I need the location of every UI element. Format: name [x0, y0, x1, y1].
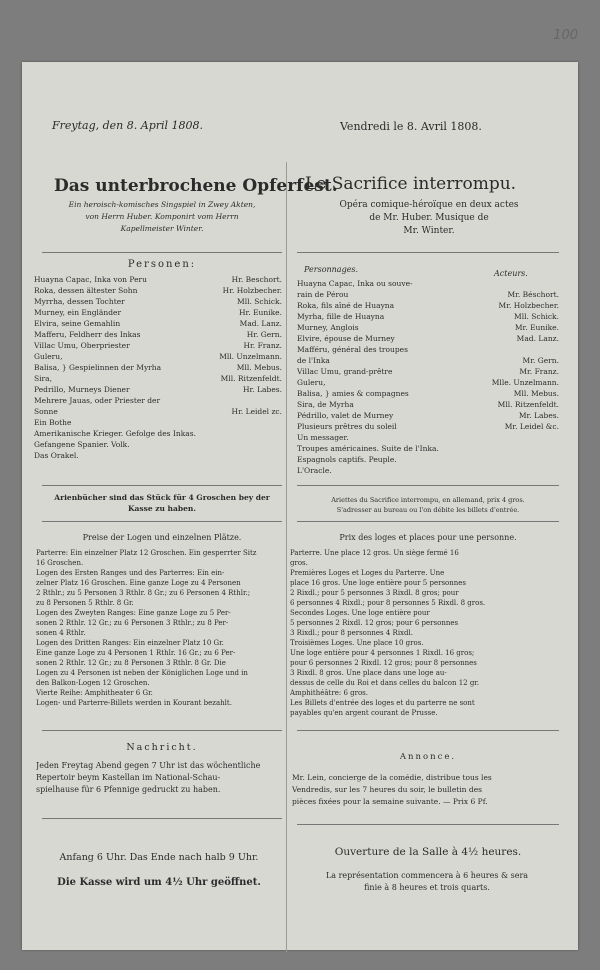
right-date: Vendredi le 8. Avril 1808.	[340, 120, 482, 133]
cast-role: Elvira, seine Gemahlin	[34, 319, 121, 328]
cast-row	[34, 340, 282, 351]
cast-role: Elvire, épouse de Murney	[297, 334, 395, 343]
left-cast-list	[34, 274, 282, 461]
left-rule-4	[42, 730, 282, 731]
price-line: Secondes Loges. Une loge entière pour	[290, 609, 430, 617]
price-line: 2 Rixdl.; pour 5 personnes 3 Rixdl. 8 gros; pour	[290, 589, 459, 597]
cast-row	[34, 450, 282, 461]
playbill-sheet	[22, 62, 578, 950]
cast-role: Un messager.	[297, 433, 349, 442]
cast-role: Plusieurs prêtres du soleil	[297, 422, 397, 431]
cast-actor: Mll. Ritzenfeldt.	[220, 374, 282, 383]
cast-row	[297, 465, 559, 476]
right-rule-2	[297, 485, 559, 486]
right-cast-list	[297, 278, 559, 476]
cast-role: Huayna Capac, Inka ou souve-	[297, 279, 413, 288]
cast-actor: Mlle. Unzelmann.	[491, 378, 559, 387]
price-line: Logen zu 4 Personen ist neben der Königlichen Loge und in	[36, 669, 248, 677]
price-line: Logen des Ersten Ranges und des Parterres: Ein ein-	[36, 569, 225, 577]
cast-actor: Mr. Eunike.	[514, 323, 559, 332]
cast-role: Sira,	[34, 374, 52, 383]
cast-role: Villac Umu, Oberpriester	[34, 341, 130, 350]
cast-role: Pedrillo, Murneys Diener	[34, 385, 130, 394]
cast-role: Ein Bothe	[34, 418, 72, 427]
price-line: place 16 gros. Une loge entière pour 5 personnes	[290, 579, 467, 587]
left-rule-2	[42, 485, 282, 486]
right-annonce-heading: Annonce.	[399, 752, 457, 762]
left-rule-5	[42, 818, 282, 819]
right-rule-3	[297, 521, 559, 522]
cast-row	[297, 289, 559, 300]
right-ouverture: Ouverture de la Salle à 4½ heures.	[334, 846, 522, 858]
cast-actor: Mll. Schick.	[514, 312, 559, 321]
price-line: Parterre: Ein einzelner Platz 12 Groschen. Ein gesperrter Sitz	[36, 549, 257, 557]
cast-role: L'Oracle.	[297, 466, 332, 475]
cast-actor: Mll. Mebus.	[513, 389, 559, 398]
price-line: Une loge entière pour 4 personnes 1 Rixdl. 16 gros;	[290, 649, 475, 657]
cast-row	[34, 296, 282, 307]
price-line: sonen 4 Rthlr.	[36, 629, 86, 637]
price-line: 5 personnes 2 Rixdl. 12 gros; pour 6 personnes	[290, 619, 459, 627]
cast-role: rain de Pérou	[297, 290, 349, 299]
cast-row	[34, 395, 282, 406]
right-annonce: Mr. Lein, concierge de la comédie, distribue tous les Vendredis, sur les 7 heures du soir, le bulletin des pièces fixées pour la semaine suivante. — Prix 6 Pf.	[292, 773, 492, 806]
right-representation: La représentation commencera à 6 heures & sera finie à 8 heures et trois quarts.	[325, 871, 529, 892]
right-rule-4	[297, 730, 559, 731]
left-anfang: Anfang 6 Uhr. Das Ende nach halb 9 Uhr.	[59, 852, 259, 863]
left-rule-3	[42, 521, 282, 522]
right-title: Le Sacrifice interrompu.	[305, 174, 517, 194]
cast-actor: Mll. Schick.	[237, 297, 282, 306]
price-line: 3 Rixdl.; pour 8 personnes 4 Rixdl.	[290, 629, 413, 637]
left-nachricht: Jeden Freytag Abend gegen 7 Uhr ist das wöchentliche Repertoir beym Kastellan im National-Schau- spielhause für 6 Pfennige gedruckt zu haben.	[36, 761, 261, 794]
cast-actor: Mr. Franz.	[519, 367, 559, 376]
cast-actor: Mll. Unzelmann.	[219, 352, 282, 361]
cast-actor: Hr. Holzbecher.	[222, 286, 282, 295]
cast-row	[297, 399, 559, 410]
price-line: Eine ganze Loge zu 4 Personen 1 Rthlr. 16 Gr.; zu 6 Per-	[36, 649, 236, 657]
right-subtitle: Opéra comique-héroïque en deux actes de Mr. Huber. Musique de Mr. Winter.	[339, 200, 519, 236]
cast-actor: Mr. Béschort.	[507, 290, 559, 299]
cast-actor: Mad. Lanz.	[239, 319, 282, 328]
cast-row	[297, 300, 559, 311]
cast-row	[34, 362, 282, 373]
price-line: sonen 2 Rthlr. 12 Gr.; zu 8 Personen 3 Rthlr. 8 Gr. Die	[36, 659, 226, 667]
cast-actor: Hr. Beschort.	[231, 275, 282, 284]
cast-row	[297, 355, 559, 366]
cast-role: Guleru,	[34, 352, 63, 361]
price-line: Vierte Reihe: Amphitheater 6 Gr.	[36, 689, 153, 697]
right-prices-heading: Prix des loges et places pour une personne.	[339, 533, 517, 542]
cast-row	[34, 373, 282, 384]
cast-role: Murney, ein Engländer	[34, 308, 122, 317]
price-line: Premières Loges et Loges du Parterre. Une	[290, 569, 445, 577]
cast-role: Mafferu, Feldherr des Inkas	[34, 330, 141, 339]
cast-row	[34, 406, 282, 417]
price-line: Les Billets d'entrée des loges et du parterre ne sont	[290, 699, 475, 707]
cast-row	[297, 443, 559, 454]
price-line: dessus de celle du Roi et dans celles du balcon 12 gr.	[290, 679, 480, 687]
right-rule-5	[297, 824, 559, 825]
cast-row	[34, 384, 282, 395]
cast-actor: Hr. Leidel zc.	[231, 407, 282, 416]
cast-role: Huayna Capac, Inka von Peru	[34, 275, 147, 284]
price-line: Logen des Dritten Ranges: Ein einzelner Platz 10 Gr.	[36, 639, 224, 647]
left-kasse: Die Kasse wird um 4½ Uhr geöffnet.	[57, 877, 261, 888]
cast-actor: Mll. Mebus.	[236, 363, 282, 372]
cast-role: Myrrha, dessen Tochter	[34, 297, 125, 306]
right-ariettes: Ariettes du Sacrifice interrompu, en allemand, prix 4 gros. S'adresser au bureau ou l'on débite les billets d'entrée.	[331, 496, 525, 514]
price-line: pour 6 personnes 2 Rixdl. 12 gros; pour 8 personnes	[290, 659, 477, 667]
cast-role: Roka, fils aîné de Huayna	[297, 301, 395, 310]
cast-role: Villac Umu, grand-prêtre	[297, 367, 393, 376]
cast-row	[297, 344, 559, 355]
price-line: 3 Rixdl. 8 gros. Une place dans une loge au-	[290, 669, 447, 677]
cast-row	[297, 333, 559, 344]
cast-role: Amerikanische Krieger. Gefolge des Inkas.	[34, 429, 196, 438]
cast-row	[34, 329, 282, 340]
cast-row	[297, 388, 559, 399]
cast-role: Espagnols captifs. Peuple.	[297, 455, 397, 464]
price-line: 6 personnes 4 Rixdl.; pour 8 personnes 5 Rixdl. 8 gros.	[290, 599, 486, 607]
cast-role: Mehrere Jauas, oder Priester der	[34, 396, 161, 405]
cast-row	[297, 366, 559, 377]
cast-role: Myrha, fille de Huayna	[297, 312, 385, 321]
cast-actor: Mr. Gern.	[522, 356, 559, 365]
page-number: 100	[553, 28, 578, 43]
cast-actor: Hr. Labes.	[243, 385, 282, 394]
cast-row	[34, 439, 282, 450]
left-subtitle: Ein heroisch-komisches Singspiel in Zwey Akten, von Herrn Huber. Komponirt vom Herrn Kapellmeister Winter.	[68, 200, 256, 233]
left-nachricht-heading: Nachricht.	[126, 742, 198, 753]
price-line: Troisièmes Loges. Une place 10 gros.	[290, 639, 424, 647]
left-cast-heading: Personen:	[127, 259, 197, 270]
cast-actor: Hr. Eunike.	[239, 308, 282, 317]
left-arien: Arienbücher sind das Stück für 4 Groschen bey der Kasse zu haben.	[54, 493, 270, 513]
price-line: payables qu'en argent courant de Prusse.	[290, 709, 438, 717]
cast-row	[34, 318, 282, 329]
cast-row	[297, 322, 559, 333]
cast-actor: Mr. Labes.	[518, 411, 559, 420]
cast-row	[297, 421, 559, 432]
price-line: 16 Groschen.	[36, 559, 84, 567]
cast-row	[297, 311, 559, 322]
price-line: 2 Rthlr.; zu 5 Personen 3 Rthlr. 8 Gr.; zu 6 Personen 4 Rthlr.;	[36, 589, 251, 597]
cast-role: Mafféru, général des troupes	[297, 345, 408, 354]
cast-row	[34, 417, 282, 428]
cast-row	[34, 285, 282, 296]
cast-row	[297, 410, 559, 421]
left-prices-heading: Preise der Logen und einzelnen Plätze.	[82, 533, 242, 542]
cast-role: Murney, Anglois	[297, 323, 359, 332]
cast-row	[34, 307, 282, 318]
cast-role: Balisa, } amies & compagnes	[297, 389, 409, 398]
cast-actor: Mr. Holzbecher.	[498, 301, 559, 310]
price-line: Logen- und Parterre-Billets werden in Kourant bezahlt.	[36, 699, 232, 707]
cast-row	[34, 351, 282, 362]
right-cast-heading-left: Personnages.	[304, 265, 359, 274]
left-title: Das unterbrochene Opferfest.	[54, 176, 338, 196]
cast-role: Sira, de Myrha	[297, 400, 354, 409]
cast-row	[34, 274, 282, 285]
cast-role: Das Orakel.	[34, 451, 79, 460]
price-line: zu 8 Personen 5 Rthlr. 8 Gr.	[36, 599, 134, 607]
left-prices-list	[36, 548, 282, 708]
left-date: Freytag, den 8. April 1808.	[52, 119, 204, 132]
price-line: zelner Platz 16 Groschen. Eine ganze Loge zu 4 Personen	[36, 579, 241, 587]
cast-row	[34, 428, 282, 439]
cast-role: Roka, dessen ältester Sohn	[34, 286, 138, 295]
price-line: den Balkon-Logen 12 Groschen.	[36, 679, 150, 687]
column-divider	[286, 162, 287, 952]
cast-role: Troupes américaines. Suite de l'Inka.	[297, 444, 439, 453]
cast-row	[297, 377, 559, 388]
cast-row	[297, 278, 559, 289]
cast-actor: Mr. Leidel &c.	[504, 422, 559, 431]
price-line: gros.	[290, 559, 308, 567]
cast-actor: Mll. Ritzenfeldt.	[497, 400, 559, 409]
price-line: Logen des Zweyten Ranges: Eine ganze Loge zu 5 Per-	[36, 609, 231, 617]
price-line: sonen 2 Rthlr. 12 Gr.; zu 6 Personen 3 Rthlr.; zu 8 Per-	[36, 619, 229, 627]
cast-role: Guleru,	[297, 378, 326, 387]
cast-actor: Hr. Franz.	[243, 341, 282, 350]
cast-role: Gefangene Spanier. Volk.	[34, 440, 130, 449]
cast-role: de l'Inka	[297, 356, 330, 365]
right-cast-heading-right: Acteurs.	[494, 269, 528, 278]
cast-role: Balisa, } Gespielinnen der Myrha	[34, 363, 162, 372]
left-rule-1	[42, 252, 282, 253]
cast-role: Sonne	[34, 407, 58, 416]
price-line: Amphithéâtre: 6 gros.	[290, 689, 368, 697]
cast-row	[297, 432, 559, 443]
cast-row	[297, 454, 559, 465]
cast-role: Pédrillo, valet de Murney	[297, 411, 394, 420]
cast-actor: Hr. Gern.	[246, 330, 282, 339]
cast-actor: Mad. Lanz.	[516, 334, 559, 343]
price-line: Parterre. Une place 12 gros. Un siège fermé 16	[290, 549, 459, 557]
right-rule-1	[297, 252, 559, 253]
right-prices-list	[290, 548, 560, 718]
